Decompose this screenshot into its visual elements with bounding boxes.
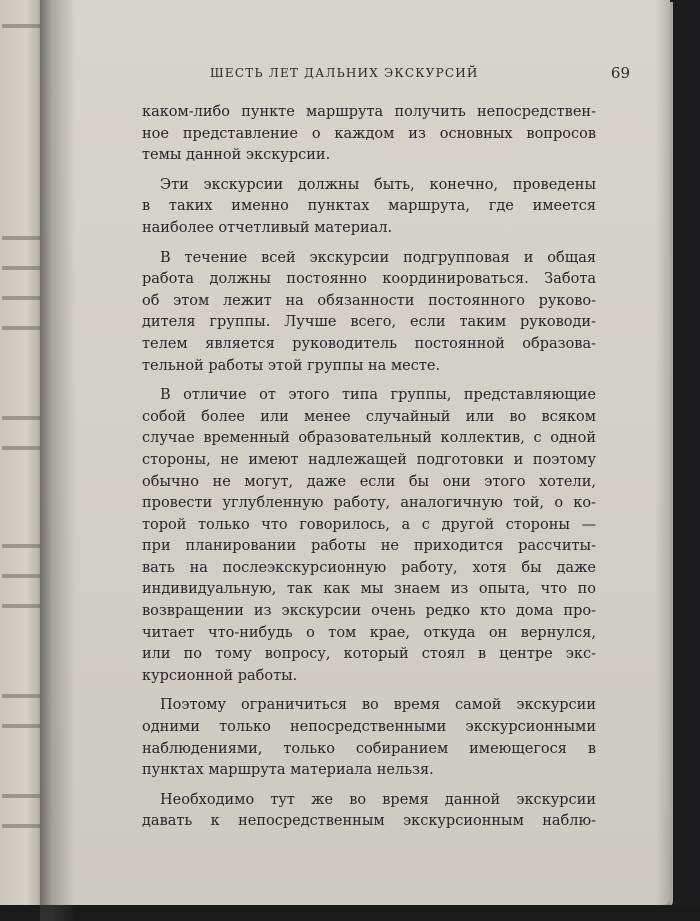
text-line: вать на послеэкскурсионную работу, хотя бы даже — [142, 559, 596, 576]
previous-page-text-fragment — [2, 292, 42, 304]
text-line: Необходимо тут же во время данной экскурсии — [160, 791, 596, 808]
previous-page-text-fragment — [2, 790, 42, 802]
text-line: Поэтому ограничиться во время самой экскурсии — [160, 697, 596, 714]
text-line: индивидуальную, так как мы знаем из опыта, что по — [142, 581, 596, 598]
text-line: В отличие от этого типа группы, представляющие — [160, 387, 596, 404]
previous-page-text-fragment — [2, 820, 42, 832]
text-line: темы данной экскурсии. — [142, 147, 331, 164]
text-line: курсионной работы. — [142, 667, 298, 684]
text-line: провести углубленную работу, аналогичную той, о ко- — [142, 495, 596, 512]
running-head-title: ШЕСТЬ ЛЕТ ДАЛЬНИХ ЭКСКУРСИЙ — [210, 66, 479, 80]
previous-page-edge — [0, 0, 44, 921]
previous-page-text-fragment — [2, 20, 42, 32]
text-line: дителя группы. Лучше всего, если таким руководи- — [142, 314, 596, 331]
previous-page-text-fragment — [2, 540, 42, 552]
text-line: давать к непосредственным экскурсионным наблю- — [142, 813, 596, 830]
background-bottom — [0, 905, 700, 921]
previous-page-text-fragment — [2, 720, 42, 732]
previous-page-text-fragment — [2, 442, 42, 454]
page-number: 69 — [610, 64, 630, 82]
text-line: в таких именно пунктах маршрута, где имеется — [142, 198, 596, 215]
page-edge-shading — [656, 0, 670, 905]
text-line: читает что-нибудь о том крае, откуда он вернулся, — [142, 624, 596, 641]
text-line: тельной работы этой группы на месте. — [142, 357, 441, 374]
text-line: обычно не могут, даже если бы они этого хотели, — [142, 473, 596, 490]
text-line: при планировании работы не приходится рассчиты- — [142, 538, 596, 555]
text-line: наиболее отчетливый материал. — [142, 219, 393, 236]
text-line: пунктах маршрута материала нельзя. — [142, 762, 434, 779]
previous-page-text-fragment — [2, 600, 42, 612]
running-head — [210, 66, 630, 86]
text-line: или по тому вопросу, который стоял в центре экс- — [142, 646, 596, 663]
book-page — [40, 0, 670, 905]
previous-page-text-fragment — [2, 570, 42, 582]
text-line: стороны, не имеют надлежащей подготовки и поэтому — [142, 451, 596, 468]
text-line: В течение всей экскурсии подгрупповая и общая — [160, 249, 596, 266]
text-line: наблюдениями, только собиранием имеющегося в — [142, 740, 596, 757]
text-line: торой только что говорилось, а с другой стороны — — [142, 516, 596, 533]
text-line: одними только непосредственными экскурсионными — [142, 719, 596, 736]
text-line: собой более или менее случайный или во всяком — [142, 408, 596, 425]
previous-page-text-fragment — [2, 690, 42, 702]
text-line: об этом лежит на обязанности постоянного руково- — [142, 292, 596, 309]
text-line: телем является руководитель постоянной образова- — [142, 335, 596, 352]
text-line: случае временный образовательный коллектив, с одной — [142, 430, 596, 447]
page-body — [142, 102, 596, 833]
previous-page-text-fragment — [2, 412, 42, 424]
previous-page-text-fragment — [2, 322, 42, 334]
previous-page-text-fragment — [2, 262, 42, 274]
previous-page-text-fragment — [2, 232, 42, 244]
text-line: каком-либо пункте маршрута получить непосредствен- — [142, 104, 596, 120]
text-line: ное представление о каждом из основных вопросов — [142, 125, 596, 142]
text-line: Эти экскурсии должны быть, конечно, проведены — [160, 176, 596, 193]
text-line: работа должны постоянно координироваться. Забота — [142, 271, 596, 288]
text-line: возвращении из экскурсии очень редко кто дома про- — [142, 603, 596, 620]
